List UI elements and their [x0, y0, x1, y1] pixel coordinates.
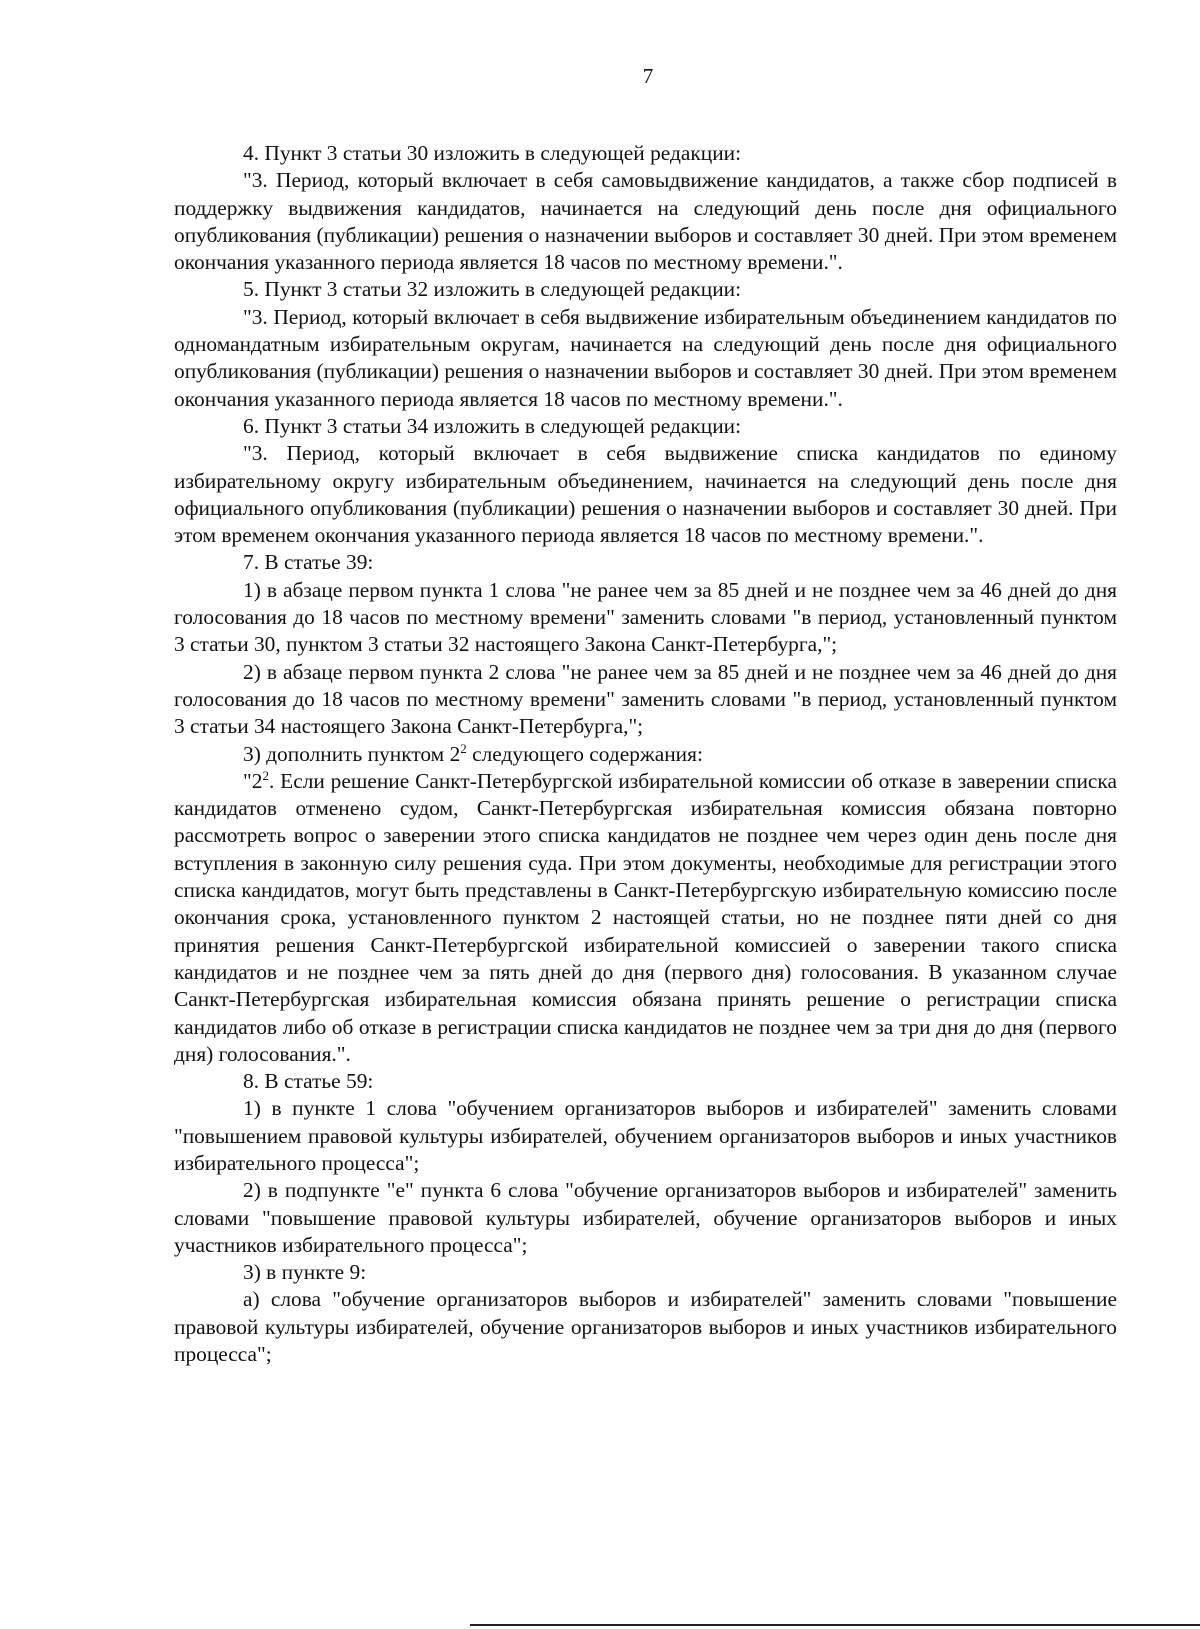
superscript-index: 2: [262, 767, 269, 783]
superscript-index: 2: [460, 740, 467, 756]
document-body: [174, 140, 1117, 1368]
item-5-heading: 5. Пункт 3 статьи 32 изложить в следующей редакции:: [243, 277, 742, 302]
item-7-subitem-2: 2) в абзаце первом пункта 2 слова "не ранее чем за 85 дней и не позднее чем за 46 дней до дня голосования до 18 часов по местному времени" заменить словами "в период, установленный пунктом 3 статьи 34 настоящего Закона Санкт-Петербурга,";: [174, 659, 1117, 739]
item-7-subitem-3-suffix: следующего содержания:: [466, 741, 703, 766]
item-6-text: "3. Период, который включает в себя выдвижение списка кандидатов по единому избирательному округу избирательным объединением, начинается на следующий день после дня официального опубликования (публикации) решения о назначении выборов и составляет 30 дней. При этом временем окончания указанного периода является 18 часов по местному времени.".: [174, 441, 1117, 548]
item-5-text: "3. Период, который включает в себя выдвижение избирательным объединением кандидатов по одномандатным избирательным округам, начинается на следующий день после дня официального опубликования (публикации) решения о назначении выборов и составляет 30 дней. При этом временем окончания указанного периода является 18 часов по местному времени.".: [174, 304, 1117, 411]
item-7-new-point: [174, 768, 1117, 1068]
item-7-subitem-3: [174, 741, 1117, 768]
item-7-heading: 7. В статье 39:: [243, 550, 374, 575]
item-4-heading: 4. Пункт 3 статьи 30 изложить в следующей редакции:: [243, 141, 742, 165]
item-8-subitem-3a: а) слова "обучение организаторов выборов и избирателей" заменить словами "повышение правовой культуры избирателей, обучение организаторов выборов и иных участников избирательного процесса";: [174, 1287, 1117, 1367]
item-8-subitem-2: 2) в подпункте "е" пункта 6 слова "обучение организаторов выборов и избирателей" заменить словами "повышение правовой культуры избирателей, обучение организаторов выборов и иных участников избирательного процесса";: [174, 1178, 1117, 1257]
item-6-heading: 6. Пункт 3 статьи 34 изложить в следующей редакции:: [243, 413, 742, 438]
item-8-subitem-1: 1) в пункте 1 слова "обучением организаторов выборов и избирателей" заменить словами "повышением правовой культуры избирателей, обучением организаторов выборов и иных участников избирательного процесса";: [174, 1096, 1117, 1175]
item-8-heading: 8. В статье 59:: [243, 1069, 374, 1094]
page-number: 7: [642, 64, 654, 88]
new-point-number: "2: [243, 768, 263, 793]
item-7-subitem-1: 1) в абзаце первом пункта 1 слова "не ранее чем за 85 дней и не позднее чем за 46 дней до дня голосования до 18 часов по местному времени" заменить словами "в период, установленный пунктом 3 статьи 30, пунктом 3 статьи 32 настоящего Закона Санкт-Петербурга,";: [174, 577, 1117, 657]
item-4-text: "3. Период, который включает в себя самовыдвижение кандидатов, а также сбор подписей в поддержку выдвижения кандидатов, начинается на следующий день после дня официального опубликования (публикации) решения о назначении выборов и составляет 30 дней. При этом временем окончания указанного периода является 18 часов по местному времени.".: [174, 168, 1117, 275]
scan-edge-line: [470, 1624, 1200, 1626]
item-8-subitem-3: 3) в пункте 9:: [243, 1260, 367, 1285]
new-point-text: . Если решение Санкт-Петербургской избирательной комиссии об отказе в заверении списка кандидатов отменено судом, Санкт-Петербургская избирательная комиссия обязана повторно рассмотреть вопрос о заверении этого списка кандидатов не позднее чем через один день после дня вступления в законную силу решения суда. При этом документы, необходимые для регистрации этого списка кандидатов, могут быть представлены в Санкт-Петербургскую избирательную комиссию после окончания срока, установленного пунктом 2 настоящей статьи, но не позднее пяти дней со дня принятия решения Санкт-Петербургской избирательной комиссией о заверении такого списка кандидатов и не позднее чем за пять дней до дня (первого дня) голосования. В указанном случае Санкт-Петербургская избирательная комиссия обязана принять решение о регистрации списка кандидатов либо об отказе в регистрации списка кандидатов не позднее чем за три дня до дня (первого дня) голосования.".: [174, 768, 1117, 1066]
item-7-subitem-3-prefix: 3) дополнить пунктом 2: [243, 741, 461, 766]
